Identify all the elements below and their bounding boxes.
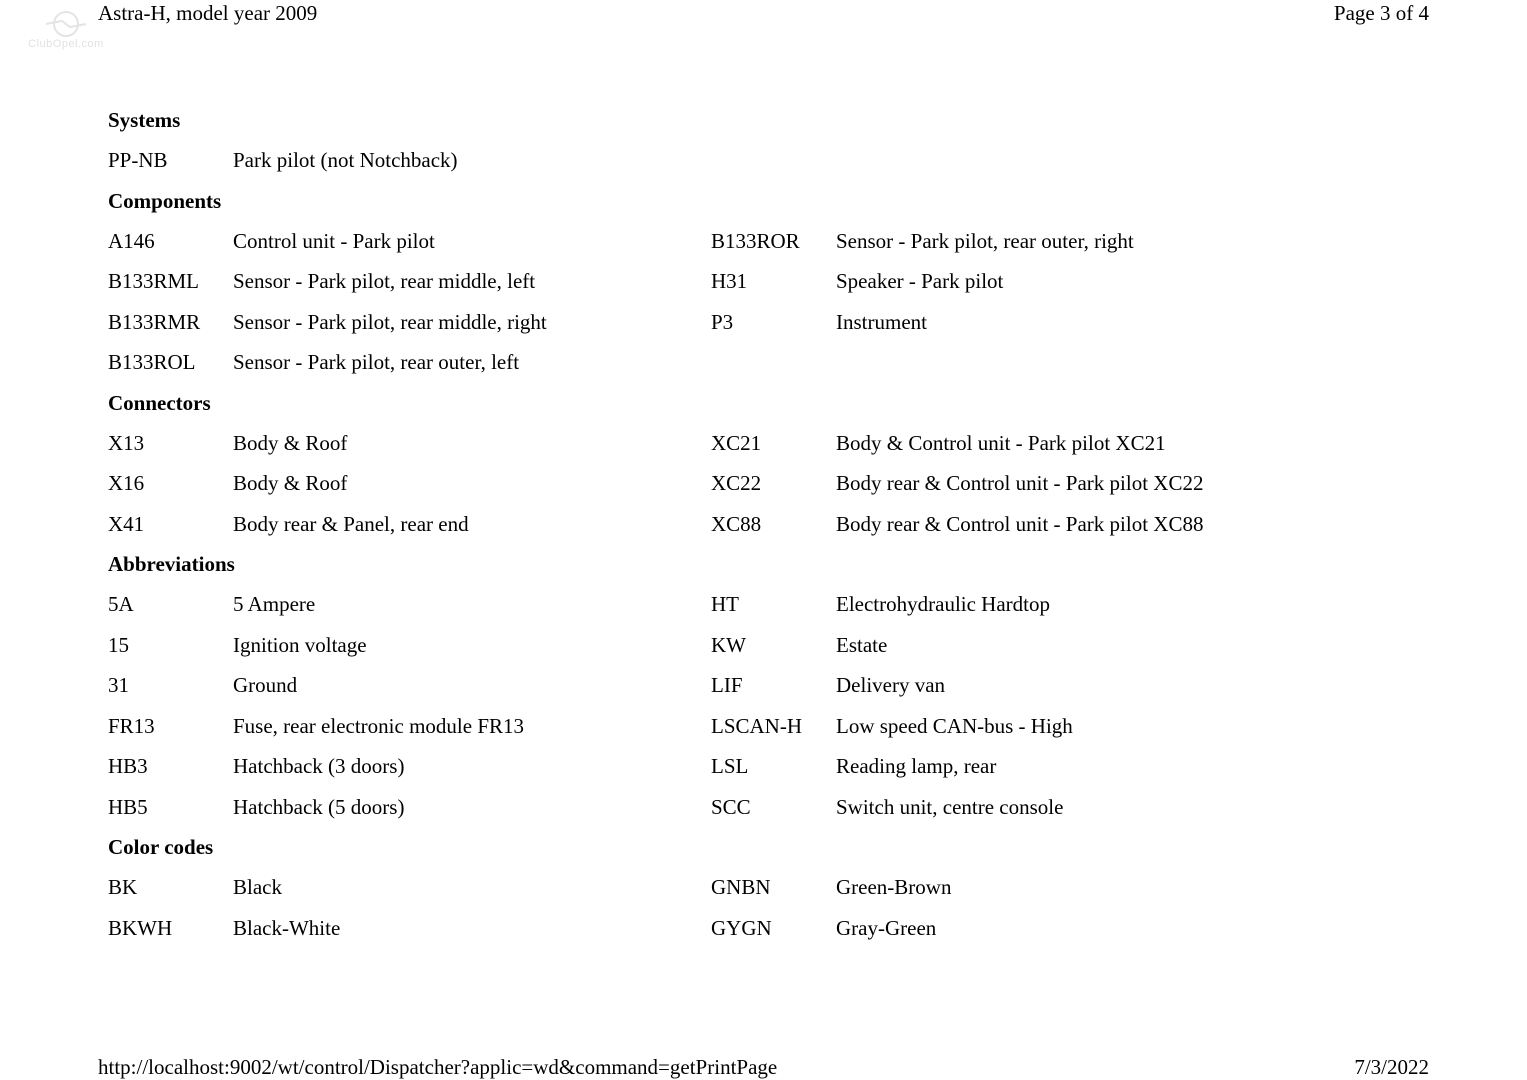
entry-description: Delivery van: [836, 673, 946, 697]
legend-content: [108, 100, 1428, 948]
legend-entry: [108, 665, 711, 706]
entry-description: Sensor - Park pilot, rear middle, left: [233, 269, 536, 293]
entry-code: XC21: [711, 430, 762, 455]
section-title: Components: [108, 188, 222, 213]
legend-entry: [711, 625, 1311, 666]
entry-code: SCC: [711, 794, 751, 819]
section-components: [108, 181, 1428, 383]
entry-code: LSL: [711, 754, 749, 778]
legend-entry: [711, 504, 1311, 545]
entry-code: H31: [711, 269, 748, 293]
legend-entry: [108, 625, 711, 666]
legend-entry: [108, 867, 711, 908]
entry-description: Reading lamp, rear: [836, 754, 997, 778]
entry-description: Green-Brown: [836, 875, 952, 899]
entry-description: Ground: [233, 673, 298, 697]
entry-code: HT: [711, 592, 739, 616]
section-color-codes: [108, 827, 1428, 948]
entry-code: HB5: [108, 794, 148, 819]
entry-code: 31: [108, 673, 129, 697]
entry-code: A146: [108, 228, 155, 253]
entry-code: X41: [108, 511, 145, 536]
legend-entry: [711, 746, 1311, 787]
section-title: Connectors: [108, 390, 211, 415]
legend-entry: [711, 706, 1311, 747]
entry-description: Instrument: [836, 309, 927, 334]
entry-code: P3: [711, 309, 734, 334]
entry-description: Electrohydraulic Hardtop: [836, 592, 1050, 616]
legend-entry: [108, 463, 711, 504]
document-title: Astra-H, model year 2009: [98, 1, 318, 25]
entry-description: Ignition voltage: [233, 632, 367, 657]
entry-description: Control unit - Park pilot: [233, 228, 435, 253]
entry-description: Black-White: [233, 915, 341, 940]
entry-description: Sensor - Park pilot, rear outer, left: [233, 350, 520, 374]
entry-description: Switch unit, centre console: [836, 794, 1064, 819]
entry-code: LIF: [711, 673, 743, 697]
section-connectors: [108, 383, 1428, 545]
legend-entry: [108, 584, 711, 625]
entry-code: LSCAN-H: [711, 713, 803, 738]
legend-entry: [711, 423, 1311, 464]
section-systems: [108, 100, 1428, 181]
entry-description: Fuse, rear electronic module FR13: [233, 713, 525, 738]
legend-entry: [108, 261, 711, 302]
entry-code: X16: [108, 471, 145, 495]
legend-entry: [711, 584, 1311, 625]
entry-description: Sensor - Park pilot, rear outer, right: [836, 228, 1134, 253]
legend-entry: [108, 221, 711, 262]
footer-date: 7/3/2022: [1354, 1055, 1429, 1079]
section-abbreviations: [108, 544, 1428, 827]
entry-code: BKWH: [108, 915, 173, 940]
watermark-text: ClubOpel.com: [28, 38, 104, 50]
entry-description: Body rear & Control unit - Park pilot XC22: [836, 471, 1204, 495]
legend-entry: [108, 746, 711, 787]
legend-entry: [711, 787, 1311, 828]
legend-entry: [711, 302, 1311, 343]
legend-entry: [711, 665, 1311, 706]
entry-code: B133ROR: [711, 228, 800, 253]
entry-description: Low speed CAN-bus - High: [836, 713, 1073, 738]
legend-entry: [108, 140, 711, 181]
legend-entry: [711, 867, 1311, 908]
entry-code: 5A: [108, 592, 134, 616]
legend-entry: [108, 706, 711, 747]
legend-entry: [108, 302, 711, 343]
entry-description: Body & Roof: [233, 471, 348, 495]
legend-entry: [108, 342, 711, 383]
legend-entry: [711, 463, 1311, 504]
entry-description: Gray-Green: [836, 915, 937, 940]
legend-entry: [711, 908, 1311, 949]
legend-entry: [711, 221, 1311, 262]
entry-grid: [108, 584, 1428, 827]
entry-code: 15: [108, 632, 129, 657]
entry-grid: [108, 140, 1428, 181]
legend-entry: [108, 787, 711, 828]
entry-description: Body & Roof: [233, 430, 348, 455]
entry-code: HB3: [108, 754, 148, 778]
entry-code: B133RML: [108, 269, 200, 293]
legend-entry: [108, 504, 711, 545]
entry-code: GYGN: [711, 915, 772, 940]
entry-code: B133RMR: [108, 309, 201, 334]
entry-description: Sensor - Park pilot, rear middle, right: [233, 309, 547, 334]
entry-grid: [108, 867, 1428, 948]
entry-code: FR13: [108, 713, 155, 738]
entry-code: GNBN: [711, 875, 771, 899]
section-title: Systems: [108, 108, 181, 132]
section-title: Abbreviations: [108, 552, 235, 576]
entry-grid: [108, 423, 1428, 545]
entry-code: B133ROL: [108, 350, 196, 374]
entry-description: Hatchback (5 doors): [233, 794, 405, 819]
entry-code: PP-NB: [108, 148, 168, 172]
section-title: Color codes: [108, 835, 214, 859]
footer-url: http://localhost:9002/wt/control/Dispatcher?applic=wd&command=getPrintPage: [98, 1055, 778, 1079]
entry-description: Hatchback (3 doors): [233, 754, 405, 778]
entry-code: X13: [108, 430, 145, 455]
entry-description: Black: [233, 875, 282, 899]
legend-entry: [711, 261, 1311, 302]
entry-description: Speaker - Park pilot: [836, 269, 1004, 293]
page-number: Page 3 of 4: [1333, 1, 1429, 25]
entry-code: KW: [711, 632, 746, 657]
entry-code: XC22: [711, 471, 762, 495]
entry-description: Estate: [836, 632, 888, 657]
entry-grid: [108, 221, 1428, 383]
entry-description: Park pilot (not Notchback): [233, 148, 458, 172]
entry-description: 5 Ampere: [233, 592, 316, 616]
entry-code: XC88: [711, 511, 762, 536]
entry-description: Body rear & Panel, rear end: [233, 511, 469, 536]
legend-entry: [108, 423, 711, 464]
entry-description: Body & Control unit - Park pilot XC21: [836, 430, 1166, 455]
legend-entry: [108, 908, 711, 949]
entry-description: Body rear & Control unit - Park pilot XC88: [836, 511, 1204, 536]
entry-code: BK: [108, 875, 138, 899]
